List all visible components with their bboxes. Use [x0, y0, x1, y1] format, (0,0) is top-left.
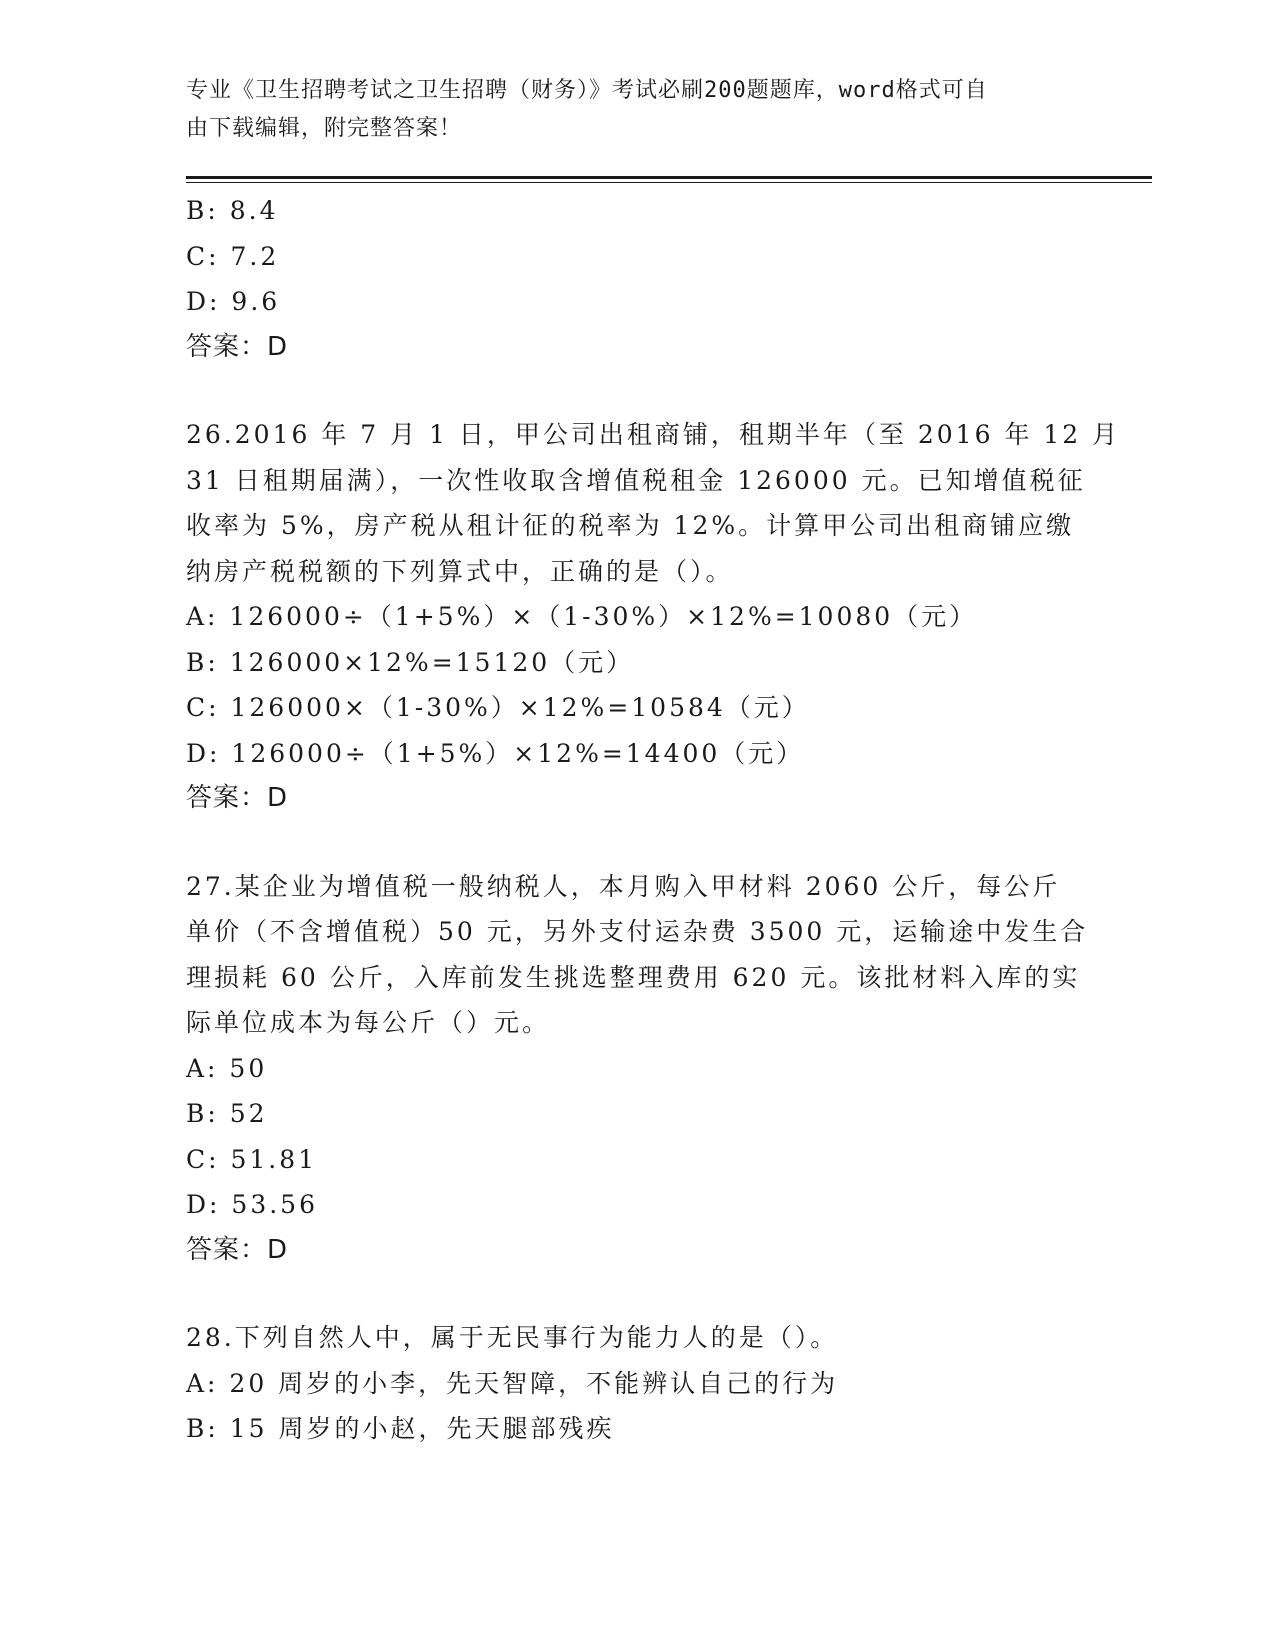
option-c: C: 126000×（1-30%）×12%=10584（元） [186, 693, 810, 722]
question-text-line: 际单位成本为每公斤（）元。 [186, 1008, 551, 1037]
question-text-line: 理损耗 60 公斤，入库前发生挑选整理费用 620 元。该批材料入库的实 [186, 962, 1081, 992]
option-a: A: 20 周岁的小李，先天智障，不能辨认自己的行为 [186, 1368, 839, 1398]
question-text-line: 27.某企业为增值税一般纳税人，本月购入甲材料 2060 公斤，每公斤 [186, 871, 1061, 901]
answer-line: 答案：D [186, 1234, 289, 1265]
spacer [186, 822, 1086, 864]
document-body [186, 188, 1121, 1452]
header-line-1: 专业《卫生招聘考试之卫生招聘（财务）》考试必刷200题题库，word格式可自 [186, 78, 988, 103]
header-line-2: 由下载编辑，附完整答案！ [186, 116, 463, 141]
answer-line: 答案：D [186, 331, 289, 362]
document-header [186, 72, 1066, 148]
spacer [186, 370, 1086, 412]
header-divider-thin [186, 182, 1152, 183]
option-c: C: 51.81 [186, 1144, 318, 1174]
question-28 [186, 1315, 1086, 1452]
option-d: D: 126000÷（1+5%）×12%=14400（元） [186, 738, 805, 768]
option-b: B: 8.4 [186, 196, 279, 225]
option-a: A: 50 [186, 1053, 268, 1083]
option-a: A: 126000÷（1+5%）×（1-30%）×12%=10080（元） [186, 602, 978, 631]
spacer [186, 1273, 1086, 1315]
option-b: B: 52 [186, 1099, 268, 1128]
option-b: B: 126000×12%=15120（元） [186, 647, 635, 677]
option-b: B: 15 周岁的小赵，先天腿部残疾 [186, 1414, 615, 1443]
question-text-line: 单价（不含增值税）50 元，另外支付运杂费 3500 元，运输途中发生合 [186, 917, 1089, 946]
question-26 [186, 412, 1121, 822]
question-text-line: 收率为 5%，房产税从租计征的税率为 12%。计算甲公司出租商铺应缴 [186, 511, 1075, 540]
option-d: D: 9.6 [186, 287, 281, 316]
question-text-line: 31 日租期届满），一次性收取含增值税租金 126000 元。已知增值税征 [186, 465, 1086, 495]
question-text-line: 26.2016 年 7 月 1 日，甲公司出租商铺，租期半年（至 2016 年 12 月 [186, 420, 1121, 449]
question-text-line: 纳房产税税额的下列算式中，正确的是（）。 [186, 556, 734, 586]
answer-line: 答案：D [186, 783, 289, 813]
header-divider-thick [186, 176, 1152, 179]
question-25-continued [186, 188, 1086, 370]
question-text-line: 28.下列自然人中，属于无民事行为能力人的是（）。 [186, 1323, 839, 1352]
option-d: D: 53.56 [186, 1190, 318, 1219]
option-c: C: 7.2 [186, 241, 280, 271]
question-27 [186, 864, 1089, 1274]
